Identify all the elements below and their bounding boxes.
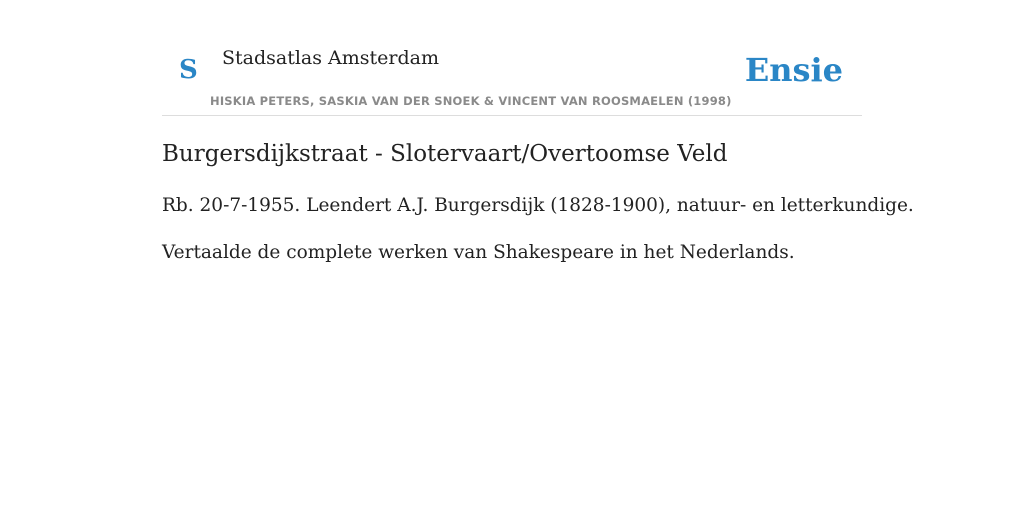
entry-paragraph: Rb. 20-7-1955. Leendert A.J. Burgersdijk (1828-1900), natuur- en letterkundige.	[162, 195, 914, 216]
entry-paragraph: Vertaalde de complete werken van Shakespeare in het Nederlands.	[162, 242, 795, 263]
page-header	[162, 40, 862, 116]
ensie-logo-link[interactable]: Ensie	[744, 51, 843, 89]
source-title-link[interactable]: Stadsatlas Amsterdam	[222, 47, 440, 69]
source-logo[interactable]: S	[179, 55, 198, 85]
source-authors: HISKIA PETERS, SASKIA VAN DER SNOEK & VINCENT VAN ROOSMAELEN (1998)	[210, 94, 732, 108]
entry-title: Burgersdijkstraat - Slotervaart/Overtoomse Veld	[162, 141, 728, 167]
